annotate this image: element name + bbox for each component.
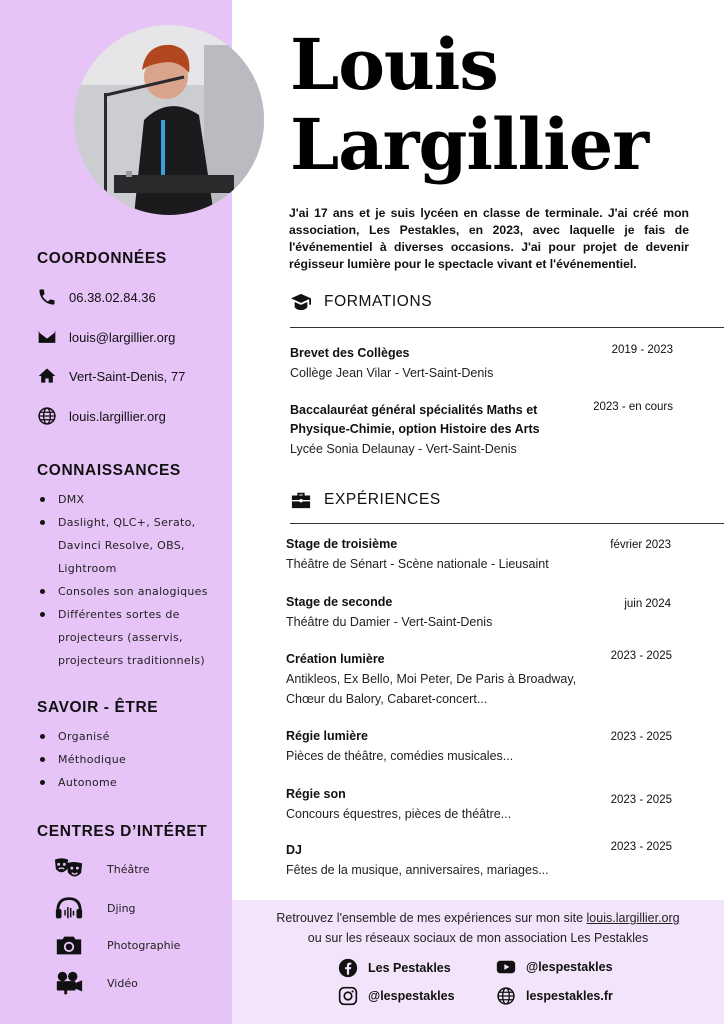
entry-title: Baccalauréat général spécialités Maths et Physique-Chimie, option Histoire des Arts: [290, 403, 540, 436]
entry-date: 2023 - 2025: [610, 794, 672, 806]
entry-title: Régie son: [286, 787, 346, 801]
experience-entry: [286, 650, 672, 709]
entry-title: Création lumière: [286, 652, 385, 666]
contact-heading: COORDONNÉES: [37, 250, 167, 267]
entry-subtitle: Collège Jean Vilar - Vert-Saint-Denis: [290, 366, 494, 380]
interest-text: Vidéo: [107, 976, 138, 990]
experience-entry: [286, 727, 672, 766]
entry-title: Brevet des Collèges: [290, 346, 410, 360]
profile-photo-illustration: [74, 25, 264, 215]
globe-icon: [36, 405, 58, 427]
entry-date: 2019 - 2023: [611, 344, 673, 356]
interest-text: Djing: [107, 901, 136, 915]
social-label: @lespestakles: [526, 960, 613, 974]
entry-title: Stage de seconde: [286, 595, 393, 609]
interest-photography: [52, 931, 181, 959]
home-icon: [36, 365, 58, 387]
theater-masks-icon: [52, 855, 86, 883]
section-title: FORMATIONS: [324, 293, 433, 310]
entry-title: DJ: [286, 843, 302, 857]
intro-paragraph: J'ai 17 ans et je suis lycéen en classe de terminale. J'ai créé mon association, Les Pestakles, en 2023, avec laquelle je fais de l'événementiel à diverses occasions. J'ai pour projet de devenir régisseur lumière pour le spectacle vivant et l'événementiel.: [289, 206, 689, 271]
list-item: Méthodique: [40, 748, 210, 771]
contact-text: louis.largillier.org: [69, 408, 166, 424]
graduation-cap-icon: [290, 292, 312, 312]
instagram-icon: [338, 986, 358, 1006]
video-camera-icon: [52, 969, 86, 997]
entry-subtitle: Antikleos, Ex Bello, Moi Peter, De Paris à Broadway, Chœur du Balory, Cabaret-concert...: [286, 672, 577, 706]
formation-entry: [290, 344, 673, 383]
social-label: Les Pestakles: [368, 961, 451, 975]
list-item: Consoles son analogiques: [40, 580, 210, 603]
last-name: Largillier: [290, 103, 649, 186]
skills-list: [40, 488, 210, 672]
website-link[interactable]: louis.largillier.org: [586, 911, 680, 925]
footer-line-1: [232, 911, 724, 925]
list-item: Daslight, QLC+, Serato, Davinci Resolve, OBS, Lightroom: [40, 511, 210, 580]
phone-icon: [36, 286, 58, 308]
social-instagram[interactable]: [338, 986, 455, 1006]
social-label: @lespestakles: [368, 989, 455, 1003]
entry-date: juin 2024: [624, 598, 671, 610]
contact-text: Vert-Saint-Denis, 77: [69, 368, 186, 384]
entry-date: février 2023: [610, 539, 671, 551]
soft-skills-heading: SAVOIR - ÊTRE: [37, 699, 159, 716]
experience-entry: [286, 785, 672, 824]
social-label: lespestakles.fr: [526, 989, 613, 1003]
first-name: Louis: [290, 23, 498, 106]
youtube-icon: [496, 957, 516, 977]
interest-video: [52, 969, 138, 997]
divider: [290, 327, 724, 328]
social-youtube[interactable]: [496, 957, 613, 977]
entry-date: 2023 - en cours: [593, 401, 673, 413]
list-item: DMX: [40, 488, 210, 511]
interest-text: Théâtre: [107, 862, 150, 876]
headphones-icon: [52, 894, 86, 922]
entry-title: Régie lumière: [286, 729, 368, 743]
contact-phone[interactable]: [36, 286, 156, 308]
footer: [232, 900, 724, 1024]
list-item: Différentes sortes de projecteurs (asservis, projecteurs traditionnels): [40, 603, 210, 672]
entry-subtitle: Théâtre de Sénart - Scène nationale - Lieusaint: [286, 557, 549, 571]
contact-text: 06.38.02.84.36: [69, 289, 156, 305]
soft-skills-list: [40, 725, 210, 794]
contact-website[interactable]: [36, 405, 166, 427]
contact-text: louis@largillier.org: [69, 329, 176, 345]
footer-text: Retrouvez l'ensemble de mes expériences sur mon site: [276, 911, 587, 925]
sidebar: [0, 0, 232, 1024]
interest-theatre: [52, 855, 150, 883]
formation-entry: [290, 401, 673, 459]
briefcase-icon: [290, 490, 312, 510]
entry-subtitle: Fêtes de la musique, anniversaires, mariages...: [286, 863, 549, 877]
experiences-header: [290, 490, 441, 510]
entry-subtitle: Lycée Sonia Delaunay - Vert-Saint-Denis: [290, 442, 517, 456]
interest-text: Photographie: [107, 938, 181, 952]
interest-djing: [52, 894, 136, 922]
contact-email[interactable]: [36, 326, 176, 348]
entry-subtitle: Concours équestres, pièces de théâtre...: [286, 807, 512, 821]
skills-heading: CONNAISSANCES: [37, 462, 181, 479]
entry-subtitle: Théâtre du Damier - Vert-Saint-Denis: [286, 615, 493, 629]
list-item: Autonome: [40, 771, 210, 794]
divider: [290, 523, 724, 524]
social-facebook[interactable]: [338, 958, 451, 978]
entry-date: 2023 - 2025: [610, 650, 672, 662]
experience-entry: [286, 841, 672, 880]
profile-photo: [74, 25, 264, 215]
facebook-icon: [338, 958, 358, 978]
mail-icon: [36, 326, 58, 348]
interests-heading: CENTRES D’INTÉRET: [37, 823, 208, 840]
experience-entry: [286, 535, 671, 574]
section-title: EXPÉRIENCES: [324, 491, 441, 508]
formations-header: [290, 292, 432, 312]
entry-subtitle: Pièces de théâtre, comédies musicales...: [286, 749, 514, 763]
entry-title: Stage de troisième: [286, 537, 398, 551]
globe-icon: [496, 986, 516, 1006]
entry-date: 2023 - 2025: [610, 731, 672, 743]
social-website[interactable]: [496, 986, 613, 1006]
camera-icon: [52, 931, 86, 959]
footer-line-2: ou sur les réseaux sociaux de mon association Les Pestakles: [307, 931, 649, 945]
contact-address: [36, 365, 186, 387]
list-item: Organisé: [40, 725, 210, 748]
entry-date: 2023 - 2025: [610, 841, 672, 853]
experience-entry: [286, 593, 671, 632]
